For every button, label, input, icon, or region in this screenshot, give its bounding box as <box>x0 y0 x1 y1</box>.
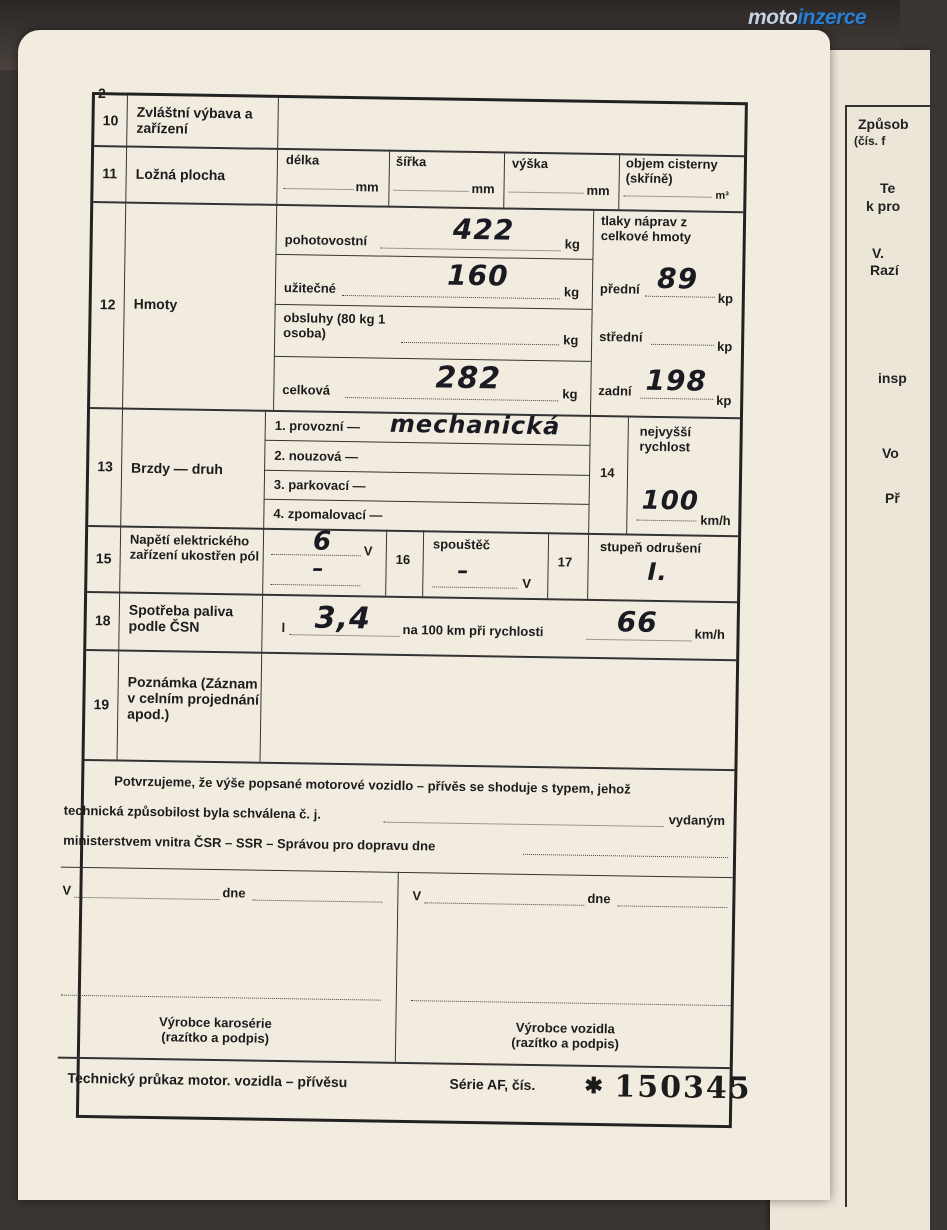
value-ground-pole: – <box>312 556 325 582</box>
unit-kg: kg <box>564 236 580 252</box>
value-front-axle: 89 <box>656 261 699 296</box>
label-cargo-area: Ložná plocha <box>135 165 226 184</box>
label-length: délka <box>285 152 320 168</box>
unit-mm: mm <box>355 179 379 195</box>
label-emergency-brake: 2. nouzová — <box>274 447 359 465</box>
label-front-axle: přední <box>599 281 640 297</box>
right-text-8: Vo <box>882 445 899 461</box>
vehicle-form <box>62 92 752 1128</box>
label-tank-volume: objem cisterny (skříně) <box>625 155 718 187</box>
confirmation-line-3: ministerstvem vnitra ČSR – SSR – Správou pro dopravu dne <box>63 832 436 854</box>
unit-kp: kp <box>717 290 734 307</box>
vehicle-manufacturer-label: Výrobce vozidla (razítko a podpis) <box>511 1019 620 1052</box>
value-ready-weight: 422 <box>452 212 515 247</box>
unit-mm: mm <box>586 182 610 199</box>
row-number: 13 <box>88 407 123 526</box>
right-text-2: (čís. f <box>854 134 886 148</box>
watermark-logo: motoinzerce <box>748 6 867 29</box>
unit-kmh: km/h <box>694 626 726 643</box>
confirmation-line-1: Potvrzujeme, že výše popsané motorové vozidlo – přívěs se shoduje s typem, jehož <box>114 773 631 797</box>
serial-number: 150345 <box>614 1069 752 1107</box>
unit-m3: m³ <box>715 189 729 203</box>
label-axle-loads: tlaky náprav z celkové hmoty <box>600 213 692 245</box>
row-number: 11 <box>93 145 127 202</box>
row-number-16: 16 <box>395 551 411 568</box>
unit-kg: kg <box>562 386 578 402</box>
unit-volt: V <box>363 543 373 559</box>
value-test-speed: 66 <box>616 605 658 639</box>
label-starter: spouštěč <box>432 536 491 553</box>
right-text-5: V. <box>872 245 884 261</box>
label-special-equipment: Zvláštní výbava a zařízení <box>136 103 253 137</box>
document-title: Technický průkaz motor. vozidla – přívěsu <box>67 1069 348 1091</box>
label-rear-axle: zadní <box>598 382 632 399</box>
label-interference: stupeň odrušení <box>599 539 702 556</box>
label-weights: Hmoty <box>133 295 178 313</box>
label-parking-brake: 3. parkovací — <box>273 476 366 494</box>
label-fuel-consumption: Spotřeba paliva podle ČSN <box>128 601 234 635</box>
value-total-weight: 282 <box>435 360 502 397</box>
label-retarder: 4. zpomalovací — <box>273 505 383 523</box>
left-date-label: dne <box>222 885 246 901</box>
unit-kp: kp <box>716 338 733 355</box>
row-15 <box>87 525 738 603</box>
page-number: 2 <box>98 85 106 101</box>
left-place-label: V <box>62 882 72 898</box>
value-rear-axle: 198 <box>645 363 708 398</box>
value-starter: – <box>457 558 470 584</box>
row-number-17: 17 <box>557 554 573 570</box>
label-voltage: Napětí elektrického zařízení ukostřen pól <box>129 531 260 564</box>
right-text-4: k pro <box>866 198 901 214</box>
unit-kg: kg <box>563 284 580 300</box>
row-19 <box>84 649 736 771</box>
row-12 <box>90 201 743 419</box>
right-date-label: dne <box>587 890 611 907</box>
value-max-speed: 100 <box>641 485 700 517</box>
right-text-9: Př <box>885 490 900 506</box>
value-interference: I. <box>647 557 668 587</box>
label-service-brake: 1. provozní — <box>274 417 361 435</box>
row-number: 18 <box>86 591 120 650</box>
value-service-brake: mechanická <box>389 409 561 441</box>
asterisk-icon: ✱ <box>584 1072 604 1099</box>
label-total-weight: celková <box>282 382 331 398</box>
right-text-3: Te <box>880 180 896 196</box>
right-text-6: Razí <box>870 262 899 278</box>
label-note: Poznámka (Záznam v celním projednání apod.) <box>127 673 260 723</box>
unit-liter: l <box>281 620 286 636</box>
value-voltage: 6 <box>312 526 333 557</box>
body-manufacturer-label: Výrobce karosérie (razítko a podpis) <box>158 1014 272 1046</box>
label-crew: obsluhy (80 kg 1 osoba) <box>283 310 386 341</box>
right-text-7: insp <box>878 370 907 386</box>
label-per-100km: na 100 km při rychlosti <box>402 621 544 640</box>
unit-volt: V <box>522 575 532 591</box>
label-ready-weight: pohotovostní <box>284 232 368 249</box>
confirmation-line-2a: technická způsobilost byla schválena č. j. <box>63 802 322 822</box>
confirmation-line-2b: vydaným <box>668 812 726 829</box>
unit-kg: kg <box>563 332 579 348</box>
series-label: Série AF, čís. <box>449 1075 536 1094</box>
value-payload: 160 <box>446 258 509 293</box>
label-height: výška <box>511 155 549 172</box>
label-brakes: Brzdy — druh <box>130 459 223 478</box>
label-width: šířka <box>395 153 427 170</box>
row-number-14: 14 <box>599 465 615 481</box>
label-max-speed: nejvyšší rychlost <box>639 423 692 455</box>
label-middle-axle: střední <box>599 328 643 345</box>
unit-kmh: km/h <box>700 512 731 529</box>
row-number: 12 <box>90 201 126 407</box>
unit-kp: kp <box>716 392 732 409</box>
row-number: 15 <box>87 525 121 592</box>
row-number: 19 <box>85 649 120 760</box>
row-number: 10 <box>94 95 128 146</box>
value-fuel-consumption: 3,4 <box>314 600 372 637</box>
row-13 <box>88 407 740 537</box>
right-place-label: V <box>412 888 422 904</box>
right-text-1: Způsob <box>858 116 909 132</box>
unit-mm: mm <box>471 180 495 197</box>
label-payload: užitečné <box>283 280 337 296</box>
